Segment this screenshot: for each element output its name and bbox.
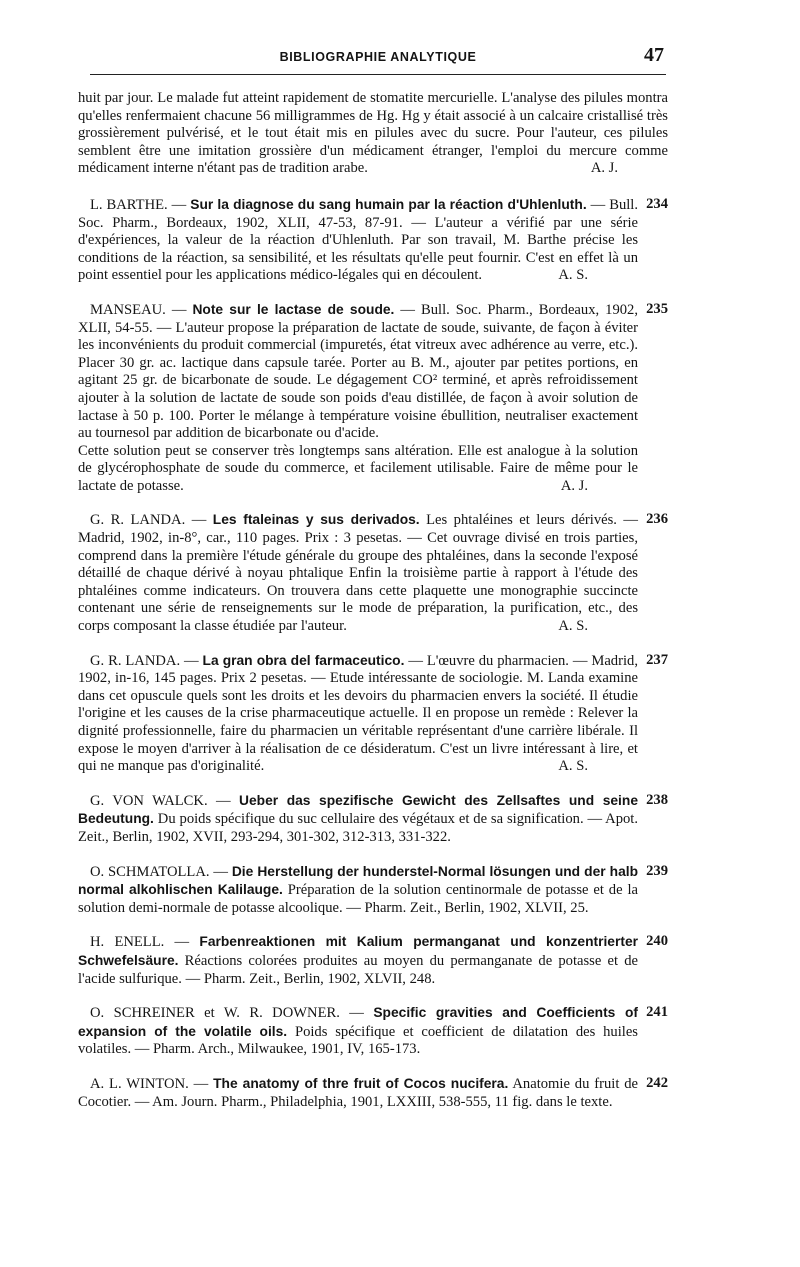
- entry-title: The anatomy of thre fruit of Cocos nucifera.: [213, 1075, 509, 1091]
- entry-author: H. ENELL. —: [90, 934, 190, 951]
- entry-number: 237: [646, 651, 668, 668]
- bibliography-entry: [78, 652, 668, 776]
- bibliography-entry: [78, 863, 668, 918]
- entry-title: Sur la diagnose du sang humain par la réaction d'Uhlenluth.: [190, 196, 587, 212]
- entry-number: 236: [646, 511, 668, 528]
- entry-body: Du poids spécifique du suc cellulaire des végétaux et de sa signification. — Apot. Zeit., Berlin, 1902, XVII, 293-294, 301-302, 312-313, 331-322.: [78, 811, 639, 845]
- entry-title: Die Herstellung der hunderstel-Normal lösungen und der halb normal alkohlischen Kalilauge.: [78, 863, 639, 898]
- header-rule: [90, 74, 666, 75]
- entry-number: 242: [646, 1074, 668, 1091]
- entry-text: [78, 301, 638, 443]
- entry-body: Réactions colorées produites au moyen du permanganate de potasse et de l'acide sulfurique. — Pharm. Zeit., Berlin, 1902, XLVII, 248.: [78, 952, 639, 987]
- entry-title: Note sur le lactase de soude.: [192, 301, 395, 317]
- entry-author: G. R. LANDA. —: [90, 512, 207, 529]
- entry-title: Ueber das spezifische Gewicht des Zellsaftes und seine Bedeutung.: [78, 792, 638, 827]
- entry-title: La gran obra del farmaceutico.: [202, 652, 405, 668]
- entry-author: A. L. WINTON. —: [90, 1075, 209, 1092]
- entry-body: Préparation de la solution centinormale de potasse et de la solution demi-normale de potasse alcoolique. — Pharm. Zeit., Berlin, 1902, XLVII, 25.: [78, 882, 638, 916]
- bibliography-entry: [78, 792, 668, 847]
- entry-number: 234: [646, 195, 668, 212]
- entry-title: Specific gravities and Coefficients of expansion of the volatile oils.: [78, 1005, 638, 1039]
- entry-number: 241: [646, 1004, 668, 1021]
- bibliography-entry: [78, 196, 668, 285]
- continuation-paragraph: [78, 90, 668, 178]
- entry-number: 239: [646, 862, 668, 879]
- bibliography-entry: [78, 511, 668, 635]
- entry-author: O. SCHREINER et W. R. DOWNER. —: [90, 1005, 364, 1022]
- entry-second-paragraph: Cette solution peut se conserver très longtemps sans altération. Elle est analogue à la solution de glycérophosphate de soude du commerce, et facilement utilisable. Faire de même pour le lactate de potasse.: [78, 442, 638, 494]
- signature: A. S.: [558, 267, 588, 284]
- entry-text: [78, 652, 638, 776]
- signature: A. J.: [590, 160, 618, 177]
- entry-author: L. BARTHE. —: [90, 196, 187, 213]
- entry-title: Les ftaleinas y sus derivados.: [212, 512, 420, 528]
- signature: A. J.: [560, 477, 588, 494]
- entry-text: [78, 511, 638, 635]
- entry-number: 238: [646, 791, 668, 808]
- entry-author: O. SCHMATOLLA. —: [90, 863, 228, 880]
- entry-text: [78, 933, 638, 988]
- running-head: [90, 44, 666, 74]
- entry-author: MANSEAU. —: [90, 301, 187, 318]
- entry-body: — Bull. Soc. Pharm., Bordeaux, 1902, XLII, 54-55. — L'auteur propose la préparation de lactate de soude, suivante, de façon à éviter les inconvénients du produit commercial (impuretés, état vitreux avec adhérence au verre, etc.). Placer 30 gr. ac. lactique dans capsule tarée. Porter au B. M., ajouter par petites portions, en agitant 25 gr. de bicarbonate de soude. Le dégagement CO² terminé, et après refroidissement ajouter à la solution de lactate de soude son poids d'eau distillée, de façon à avoir solution de lactase à 50 p. 100. Porter le mélange à température voisine ébullition, neutraliser exactement au tournesol par addition de bicarbonate ou d'acide.: [78, 301, 638, 442]
- bibliography-entry: [78, 301, 668, 496]
- entry-text: [78, 792, 638, 847]
- entry-list: [78, 196, 668, 1111]
- entry-body: Les phtaléines et leurs dérivés. — Madrid, 1902, in-8°, car., 110 pages. Prix : 3 pesetas. — Cet ouvrage divisé en trois parties, comprend dans la première l'étude générale du groupe des phtaléines, dans la seconde l'exposé détaillé de chaque dérivé à noyau phtalique Enfin la troisième partie à rapport à l'étude des phtaléines comme indicateurs. On trouvera dans cette plaquette une monographie succincte contenant une série de renseignements sur le mode de préparation, la purification, etc., des corps composant la classe étudiée par l'auteur.: [78, 512, 639, 635]
- page-number: 47: [644, 44, 664, 66]
- entry-author: G. R. LANDA. —: [90, 652, 199, 669]
- continuation-text: huit par jour. Le malade fut atteint rapidement de stomatite mercurielle. L'analyse des pilules montra qu'elles renfermaient chacune 56 milligrammes de Hg. Hg y était associé à un calcaire cristallisé très grossièrement pulvérisé, et le tout était mis en pilules avec du sucre. Pour l'auteur, ces pilules semblent être une imitation grossière d'un médicament étranger, l'emploi du mercure comme médicament interne n'étant pas de tradition arabe.: [78, 90, 668, 177]
- running-head-title: BIBLIOGRAPHIE ANALYTIQUE: [279, 50, 477, 64]
- entry-body: Anatomie du fruit de Cocotier. — Am. Journ. Pharm., Philadelphia, 1901, LXXIII, 538-555, 11 fig. dans le texte.: [78, 1075, 639, 1110]
- entry-number: 235: [646, 300, 668, 317]
- bibliography-entry: [78, 933, 668, 988]
- entry-number: 240: [646, 933, 668, 950]
- entry-title: Farbenreaktionen mit Kalium permanganat und konzentrierter Schwefelsäure.: [78, 934, 638, 968]
- entry-text: [78, 863, 638, 918]
- signature: A. S.: [558, 618, 588, 635]
- bibliography-entry: [78, 1075, 668, 1111]
- entry-text: [78, 1075, 638, 1111]
- entry-author: G. VON WALCK. —: [90, 792, 231, 809]
- entry-text: [78, 1004, 638, 1059]
- page-body: [78, 90, 668, 1127]
- entry-body: — L'œuvre du pharmacien. — Madrid, 1902, in-16, 145 pages. Prix 2 pesetas. — Etude intéressante de sociologie. M. Landa examine dans cet opuscule quels sont les droits et les devoirs du pharmacien envers la société. Il étudie l'origine et les causes de la crise pharmaceutique actuelle. Il en propose un remède : Relever la dignité professionnelle, faire du pharmacien un véritable représentant d'une carrière libérale. Il expose le moyen d'arriver à la réalisation de ce désideratum. C'est un livre intéressant à lire, et qui ne manque pas d'originalité.: [78, 652, 638, 775]
- signature: A. S.: [558, 758, 588, 775]
- entry-body: — Bull. Soc. Pharm., Bordeaux, 1902, XLII, 47-53, 87-91. — L'auteur a vérifié par une série d'expériences, la valeur de la réaction d'Uhlenluth. Par son travail, M. Barthe précise les conditions de la réaction, sa sensibilité, et les résultats qu'elle peut fournir. C'est en effet là un point essentiel pour les applications médico-légales qui en découlent.: [78, 196, 639, 284]
- entry-body: Poids spécifique et coefficient de dilatation des huiles volatiles. — Pharm. Arch., Milwaukee, 1901, IV, 165-173.: [78, 1023, 638, 1058]
- bibliography-entry: [78, 1004, 668, 1059]
